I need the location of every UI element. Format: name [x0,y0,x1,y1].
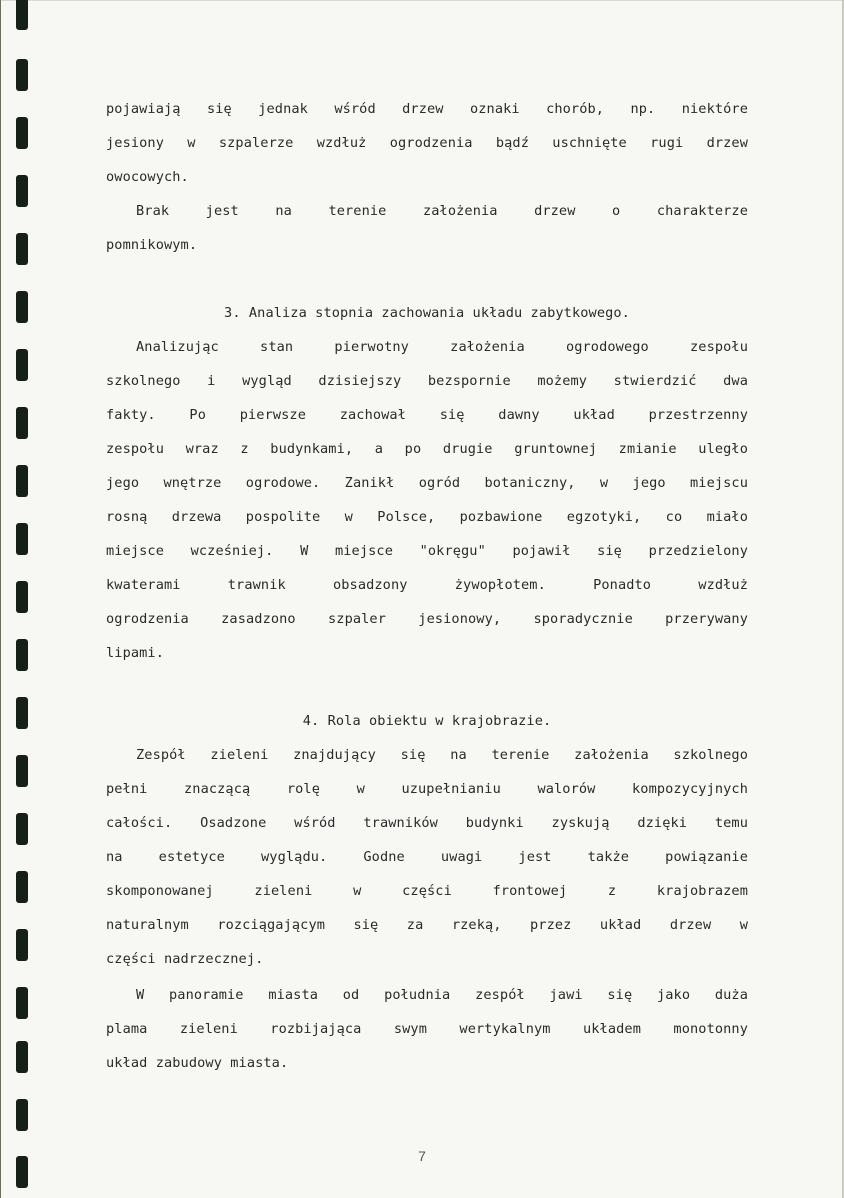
text-line: skomponowanej zieleni w części frontowej z krajobrazem [106,883,748,899]
binding-hole-icon [16,59,28,91]
text-line: miejsce wcześniej. W miejsce "okręgu" pojawił się przedzielony [106,543,748,559]
binding-hole-icon [16,349,28,381]
text-line: jesiony w szpalerze wzdłuż ogrodzenia bądź uschnięte rugi drzew [106,135,748,151]
section-heading: 3. Analiza stopnia zachowania układu zabytkowego. [224,305,630,321]
text-line: naturalnym rozciągającym się za rzeką, przez układ drzew w [106,917,748,933]
text-line: części nadrzecznej. [106,951,264,967]
text-line: układ zabudowy miasta. [106,1055,289,1071]
binding-hole-icon [16,1041,28,1073]
binding-hole-icon [16,291,28,323]
binding-hole-icon [16,233,28,265]
text-line: całości. Osadzone wśród trawników budynki zyskują dzięki temu [106,815,748,831]
text-line: lipami. [106,645,164,661]
binding-hole-icon [16,407,28,439]
text-line: plama zieleni rozbijająca swym wertykalnym układem monotonny [106,1021,748,1037]
text-line: W panoramie miasta od południa zespół jawi się jako duża [136,987,748,1003]
binding-hole-icon [16,929,28,961]
text-line: owocowych. [106,169,189,185]
text-line: fakty. Po pierwsze zachował się dawny układ przestrzenny [106,407,748,423]
section-heading: 4. Rola obiektu w krajobrazie. [302,713,552,729]
text-line: Brak jest na terenie założenia drzew o charakterze [136,203,748,219]
binding-hole-icon [16,755,28,787]
text-line: Analizując stan pierwotny założenia ogrodowego zespołu [136,339,748,355]
binding-hole-icon [16,523,28,555]
binding-hole-icon [16,581,28,613]
text-line: rosną drzewa pospolite w Polsce, pozbawione egzotyki, co miało [106,509,748,525]
text-line: pomnikowym. [106,237,198,253]
text-line: na estetyce wyglądu. Godne uwagi jest także powiązanie [106,849,748,865]
binding-hole-icon [16,117,28,149]
binding-hole-icon [16,1099,28,1131]
text-line: ogrodzenia zasadzono szpaler jesionowy, sporadycznie przerywany [106,611,748,627]
binding-hole-icon [16,813,28,845]
binding-hole-icon [16,697,28,729]
binding-hole-icon [16,871,28,903]
binding-hole-icon [16,0,28,30]
text-line: Zespół zieleni znajdujący się na terenie założenia szkolnego [136,747,748,763]
text-line: pojawiają się jednak wśród drzew oznaki chorób, np. niektóre [106,101,748,117]
text-line: jego wnętrze ogrodowe. Zanikł ogród botaniczny, w jego miejscu [106,475,748,491]
text-line: pełni znaczącą rolę w uzupełnianiu walorów kompozycyjnych [106,781,748,797]
page-number: 7 [418,1148,426,1164]
text-line: szkolnego i wygląd dzisiejszy bezspornie możemy stwierdzić dwa [106,373,748,389]
binding-hole-icon [16,465,28,497]
text-line: zespołu wraz z budynkami, a po drugie gruntownej zmianie uległo [106,441,748,457]
binding-hole-icon [16,175,28,207]
document-body [106,0,748,1198]
binding-holes [16,0,30,1198]
binding-hole-icon [16,987,28,1019]
text-line: kwaterami trawnik obsadzony żywopłotem. Ponadto wzdłuż [106,577,748,593]
binding-hole-icon [16,639,28,671]
